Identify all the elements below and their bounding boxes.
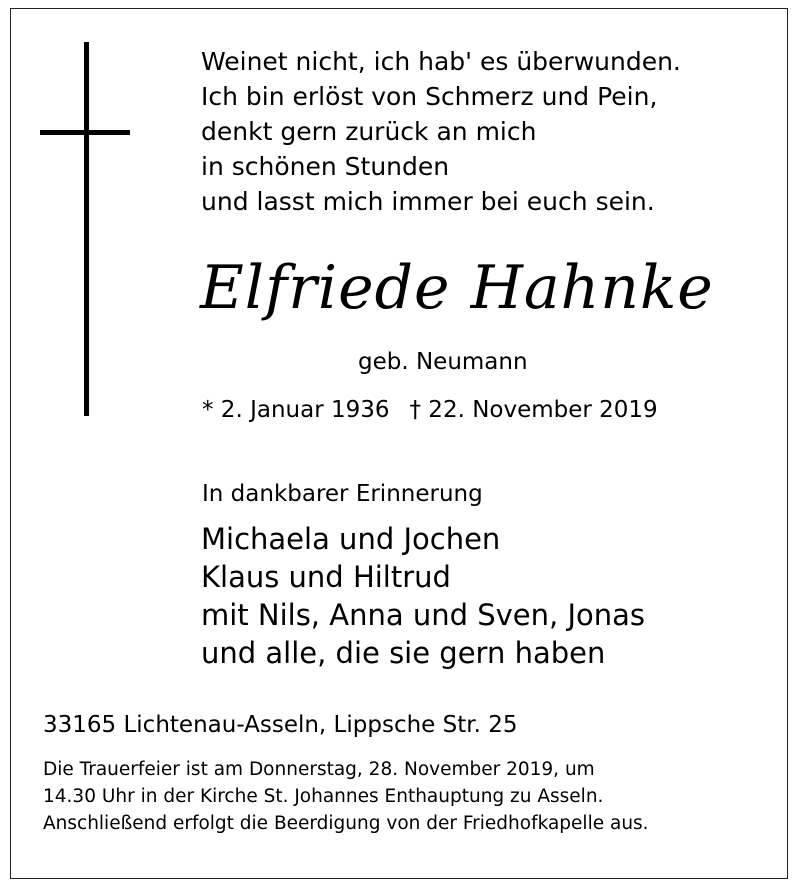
poem-line: Ich bin erlöst von Schmerz und Pein, — [201, 82, 658, 111]
deceased-name: Elfriede Hahnke — [200, 253, 714, 323]
poem-line: Weinet nicht, ich hab' es überwunden. — [201, 47, 681, 76]
death-date: † 22. November 2019 — [409, 397, 658, 423]
address: 33165 Lichtenau-Asseln, Lippsche Str. 25 — [43, 712, 518, 738]
mourner-line: Michaela und Jochen — [201, 522, 501, 556]
cross-vertical-bar — [84, 42, 89, 416]
cross-horizontal-bar — [40, 130, 130, 135]
poem — [201, 44, 681, 219]
funeral-notice-line: Anschließend erfolgt die Beerdigung von der Friedhofkapelle aus. — [43, 813, 649, 834]
life-dates — [202, 395, 658, 425]
funeral-notice — [43, 756, 649, 837]
gratitude-line: In dankbarer Erinnerung — [202, 481, 483, 507]
mourner-line: Klaus und Hiltrud — [201, 560, 451, 594]
mourner-list — [201, 520, 645, 672]
mourner-line: und alle, die sie gern haben — [201, 636, 606, 670]
funeral-notice-line: 14.30 Uhr in der Kirche St. Johannes Enthauptung zu Asseln. — [43, 786, 604, 807]
poem-line: in schönen Stunden — [201, 152, 450, 181]
mourner-line: mit Nils, Anna und Sven, Jonas — [201, 598, 646, 632]
poem-line: und lasst mich immer bei euch sein. — [201, 187, 655, 216]
maiden-name: geb. Neumann — [358, 349, 528, 375]
poem-line: denkt gern zurück an mich — [201, 117, 537, 146]
funeral-notice-line: Die Trauerfeier ist am Donnerstag, 28. November 2019, um — [43, 759, 595, 780]
birth-date: * 2. Januar 1936 — [202, 397, 390, 423]
